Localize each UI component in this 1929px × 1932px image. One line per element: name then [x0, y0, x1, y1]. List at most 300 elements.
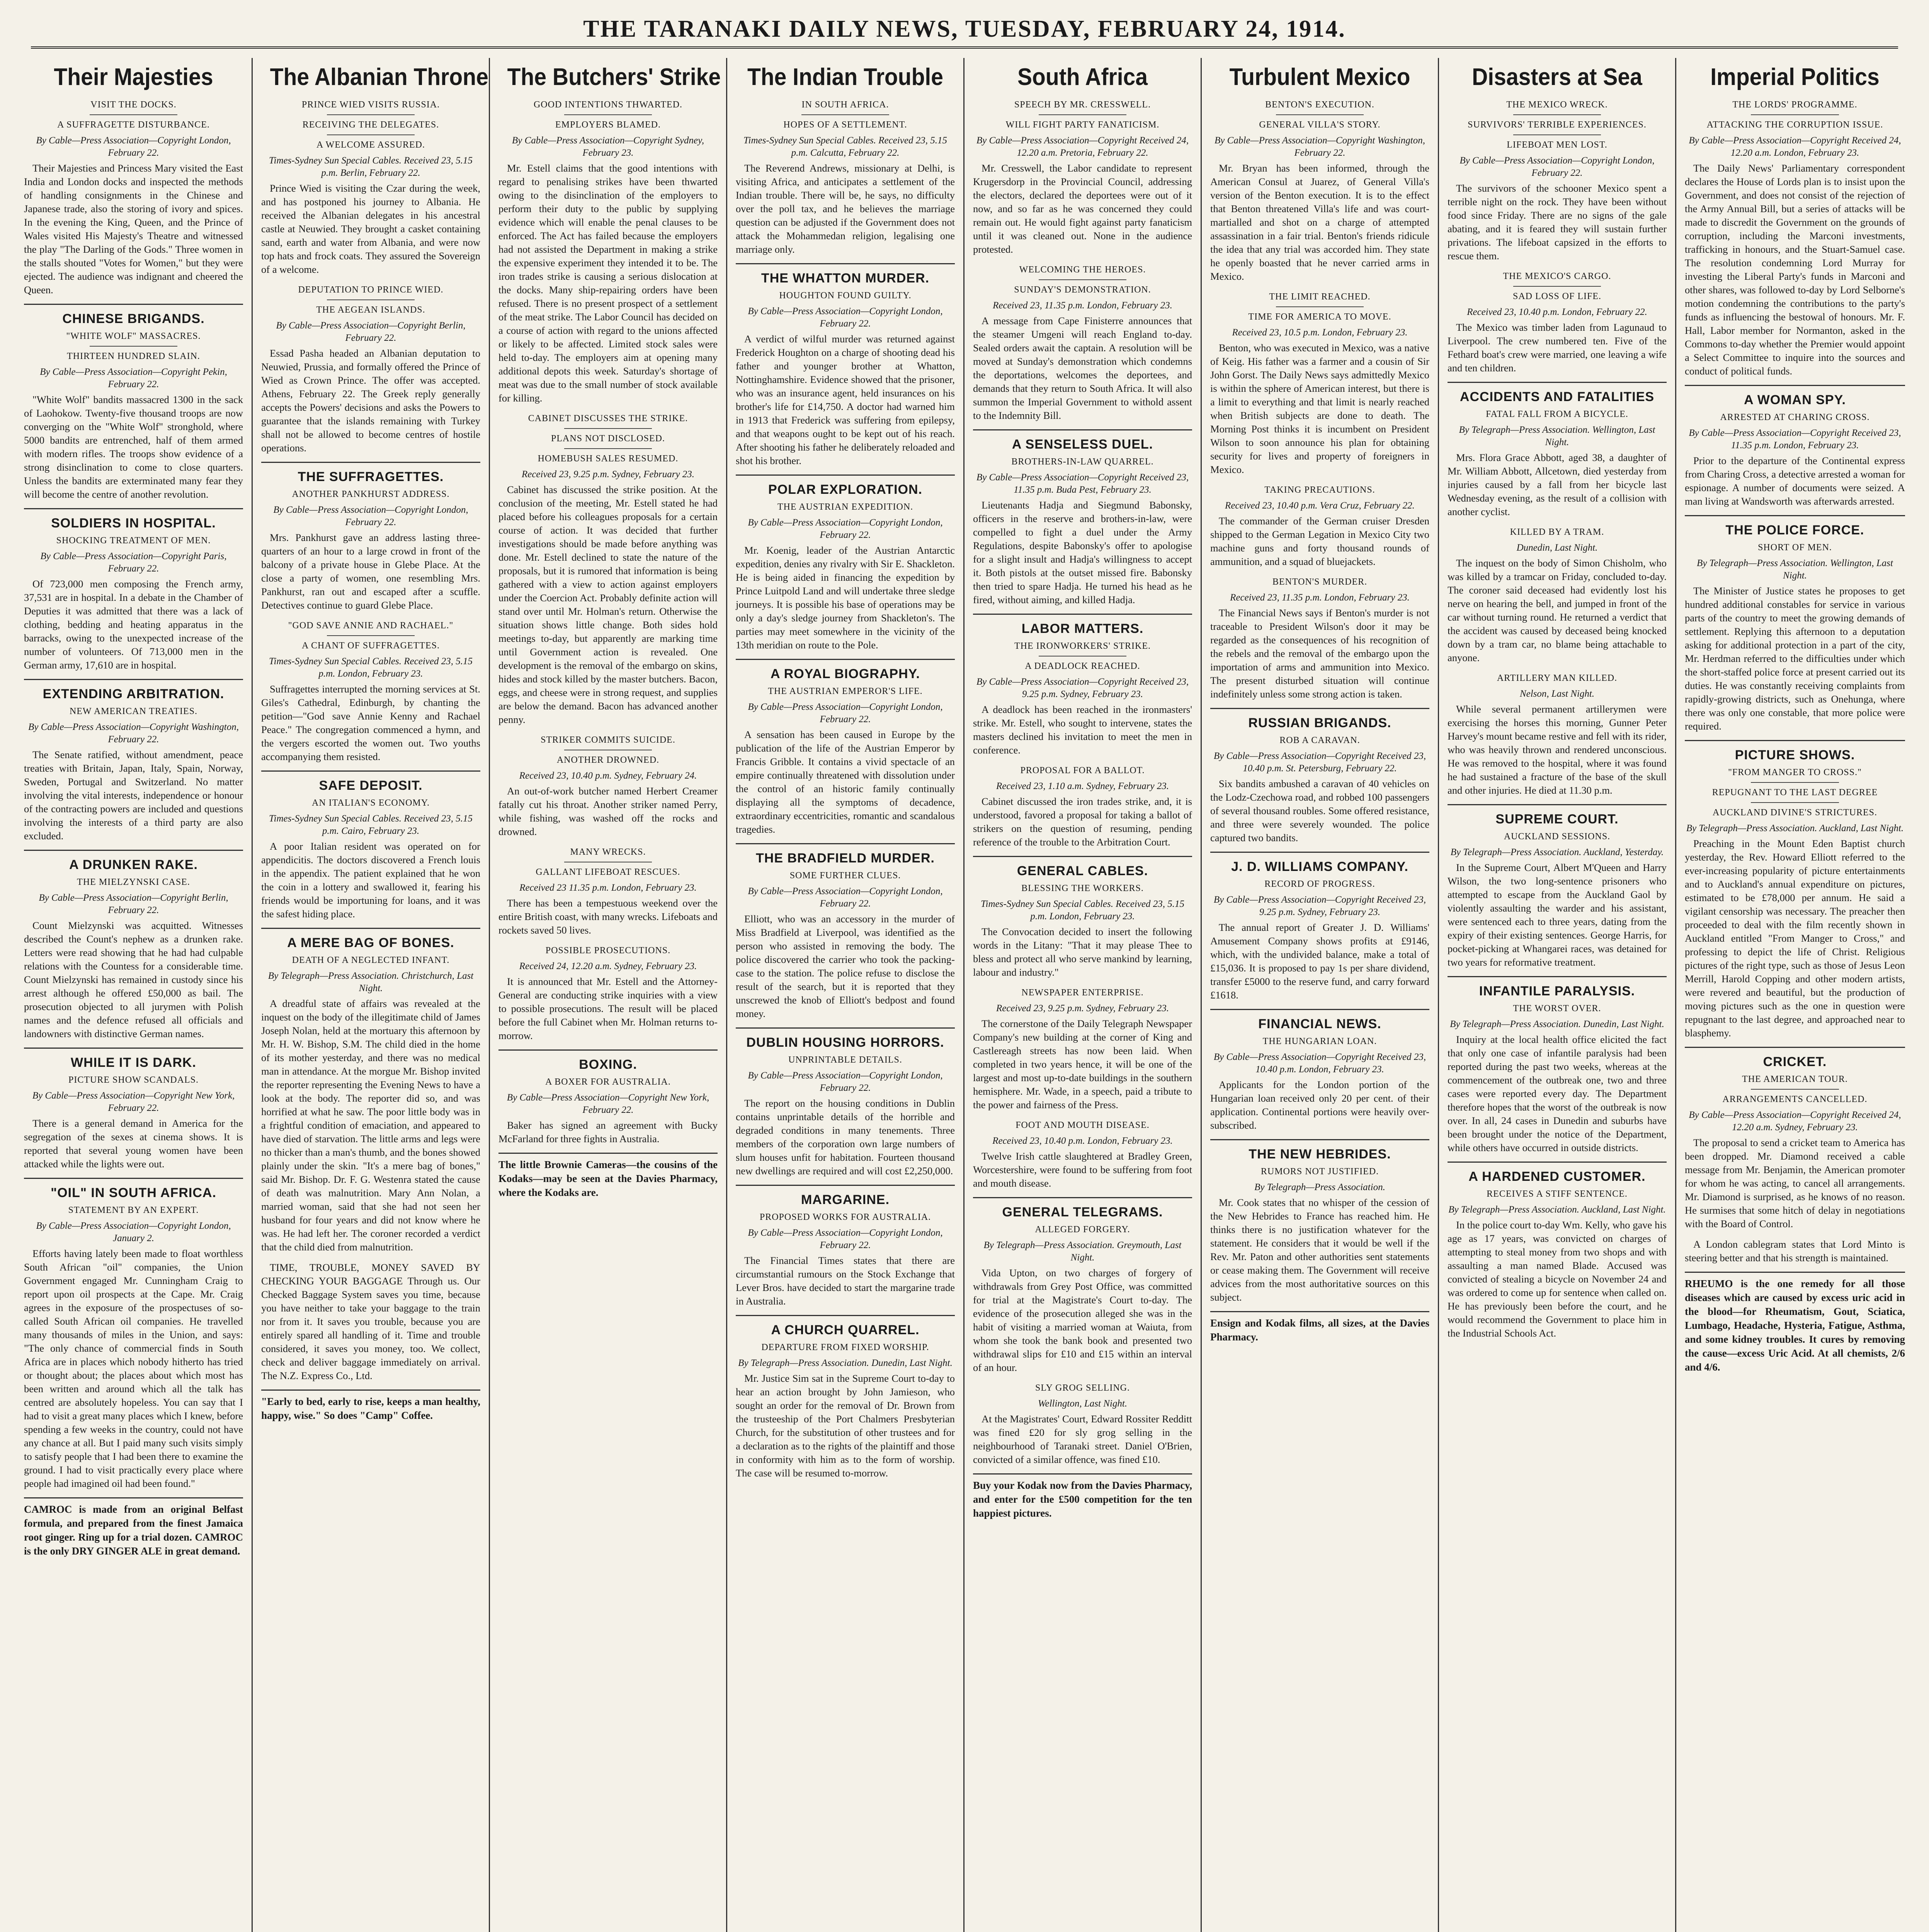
article-body: Cabinet discussed the iron trades strike, and, it is understood, favored a proposal for taking a ballot of strikers on the question of resuming, pending reference of the trouble to the Arbitration Court.	[973, 796, 1192, 848]
article-subheading: THIRTEEN HUNDRED SLAIN.	[67, 351, 200, 361]
article	[1685, 385, 1905, 508]
article	[24, 304, 243, 501]
article-body: Of 723,000 men composing the French army, 37,531 are in hospital. In a debate in the Chamber of Deputies it was admitted that there was a lack of clothing, bedding and heating apparatus in the barracks, owing to the unexpected increase of the number of volunteers. Of 713,000 men in the German army, 17,610 are in hospital.	[24, 578, 243, 671]
article	[1210, 708, 1429, 845]
article-body: Suffragettes interrupted the morning services at St. Giles's Cathedral, Edinburgh, by chanting the petition—"God save Annie Kenny and Rachael Peace." The congregation commenced a hymn, and the vergers escorted the women out. Two youths accompanying them resisted.	[261, 683, 480, 762]
advertisement	[261, 1389, 480, 1422]
article-body: Inquiry at the local health office elicited the fact that only one case of infantile paralysis had been reported during the past two weeks, whereas at the commencement of the outbreak one, two and three cases were reported every day. The Department therefore hopes that the worst of the outbreak is now over. In all, 24 cases in Dunedin and suburbs have been brought under the notice of the Department, while others have occurred in outside districts.	[1448, 1034, 1667, 1153]
article-body: Essad Pasha headed an Albanian deputation to Neuwied, Prussia, and formally offered the Prince of Wied as Crown Prince. The offer was accepted. Athens, February 22. The Greek reply generally accepts the Powers' decisions and asks the Powers to guarantee that the islands remaining with Turkey shall not be allowed to become centres of hostile operations.	[261, 347, 480, 454]
article	[973, 1197, 1192, 1374]
article-subheading: THE IRONWORKERS' STRIKE.	[1014, 641, 1151, 651]
article-subheading: TIME FOR AMERICA TO MOVE.	[1248, 312, 1391, 322]
article-subheading: SHOCKING TREATMENT OF MEN.	[56, 536, 211, 546]
article-headline: CHINESE BRIGANDS.	[24, 304, 243, 327]
article-subheading: A BOXER FOR AUSTRALIA.	[545, 1077, 671, 1087]
article	[973, 429, 1192, 607]
article-subheading: IN SOUTH AFRICA.	[801, 100, 889, 110]
article-subheading: THE MEXICO'S CARGO.	[1503, 271, 1611, 281]
article-headline: DUBLIN HOUSING HORRORS.	[736, 1027, 955, 1051]
article	[498, 845, 718, 937]
divider-rule	[801, 114, 889, 115]
article	[1210, 290, 1429, 476]
article-dateline: By Cable—Press Association—Copyright London, February 22.	[748, 702, 943, 724]
article-body: In the police court to-day Wm. Kelly, who gave his age as 17 years, was convicted on charges of attempting to steal money from two shops and with assaulting a man named Blade. Accused was convicted of stealing a bicycle on November 24 and was ordered to come up for sentence when called on. He has previously been before the court, and he would recommend the Government to place him in the Industrial Schools Act.	[1448, 1219, 1667, 1339]
article-subheading: "WHITE WOLF" MASSACRES.	[66, 331, 201, 341]
advertisement	[973, 1473, 1192, 1520]
column-title: Turbulent Mexico	[1229, 64, 1410, 90]
article-dateline: By Cable—Press Association—Copyright London, February 22.	[273, 505, 468, 527]
article	[736, 843, 955, 1020]
article	[1448, 526, 1667, 665]
article	[1210, 852, 1429, 1002]
article-subheading: GENERAL VILLA'S STORY.	[1259, 120, 1381, 130]
article-subheading: THE AEGEAN ISLANDS.	[316, 305, 425, 315]
article-dateline: By Cable—Press Association—Copyright London, February 22.	[748, 306, 943, 329]
divider-rule	[1276, 114, 1364, 115]
article	[1448, 270, 1667, 375]
article-subheading: BROTHERS-IN-LAW QUARREL.	[1011, 457, 1154, 467]
article-subheading: REPUGNANT TO THE LAST DEGREE	[1712, 787, 1878, 798]
article-subheading: NEW AMERICAN TREATIES.	[69, 706, 198, 716]
article-subheading: PROPOSAL FOR A BALLOT.	[1020, 765, 1145, 776]
article-subheading: ROB A CARAVAN.	[1279, 735, 1360, 745]
article-dateline: By Cable—Press Association—Copyright Received 23, 11.35 p.m. Buda Pest, February 23.	[976, 472, 1189, 495]
article-subheading: HOUGHTON FOUND GUILTY.	[779, 291, 912, 301]
article	[736, 1027, 955, 1178]
article-subheading: WILL FIGHT PARTY FANATICISM.	[1005, 120, 1160, 130]
article-headline: POLAR EXPLORATION.	[736, 474, 955, 498]
article-subheading: THE HUNGARIAN LOAN.	[1262, 1036, 1377, 1046]
article-dateline: By Cable—Press Association—Copyright Received 23, 9.25 p.m. Sydney, February 23.	[1213, 895, 1426, 917]
article-headline: WHILE IT IS DARK.	[24, 1048, 243, 1071]
article-dateline: By Cable—Press Association—Copyright London, February 22.	[748, 1070, 943, 1093]
article-body: Mrs. Pankhurst gave an address lasting three-quarters of an hour to a large crowd in front of the balcony of a private house in Glebe Place. At the close a party of women, one resembling Mrs. Pankhurst, ran out and escaped after a scuffle. Detectives continue to guard Glebe Place.	[261, 532, 480, 611]
article-body: The report on the housing conditions in Dublin contains unprintable details of the horrible and degraded conditions in many tenements. Three members of the corporation own large numbers of slum houses unfit for habitation. Fourteen thousand new dwellings are required and will cost £2,250,000.	[736, 1097, 955, 1177]
article-body: Efforts having lately been made to float worthless South African "oil" companies, the Union Government engaged Mr. Cunningham Craig to report upon oil prospects at the Cape. Mr. Craig agrees in the exposure of the prospectuses of so-called South African oil companies. He travelled many thousands of miles in the Union, and says: "The only chance of commercial finds in South Africa are in places which nobody hitherto has tried or thought about; the places about which most has been written and around which all the talk has centred are absolutely hopeless. You can say that I had to visit a great many places which I knew, before spending a few weeks in the country, could not have any chance at all. But I paid many such visits simply to satisfy people that I had been there to examine the ground. I had to visit practically every place where people had imagined oil had been found."	[24, 1248, 243, 1489]
column	[490, 58, 727, 1932]
article-subheading: THE WORST OVER.	[1513, 1003, 1601, 1014]
article	[261, 98, 480, 276]
advertisement	[1685, 1272, 1905, 1374]
article-subheading: SUNDAY'S DEMONSTRATION.	[1014, 285, 1151, 295]
article-dateline: By Telegraph—Press Association. Wellington, Last Night.	[1459, 425, 1655, 447]
article-body: The Financial News says if Benton's murder is not traceable to President Wilson's door it may be regarded as the consequences of his recognition of the rebels and the removal of the embargo upon the importation of arms and ammunition into Mexico. The present disturbed situation will continue indefinitely unless some strong action is taken.	[1210, 607, 1429, 700]
article-subheading: ANOTHER PANKHURST ADDRESS.	[292, 489, 450, 499]
divider-rule	[1751, 1089, 1839, 1090]
column-title: Imperial Politics	[1710, 64, 1880, 90]
article-dateline: Nelson, Last Night.	[1519, 689, 1595, 699]
article-dateline: By Cable—Press Association—Copyright London, January 2.	[36, 1221, 231, 1243]
article-subheading: SPEECH BY MR. CRESSWELL.	[1014, 100, 1151, 110]
article-dateline: Received 23, 11.35 p.m. London, February 23.	[993, 300, 1172, 311]
article-dateline: Received 23, 10.5 p.m. London, February 23.	[1232, 327, 1408, 338]
article-dateline: Received 23 11.35 p.m. London, February 23.	[519, 883, 697, 893]
article-body: There is a general demand in America for the segregation of the sexes at cinema shows. It is reported that several young women have been attacked while the lights were out.	[24, 1117, 243, 1170]
article-dateline: By Telegraph—Press Association.	[1254, 1182, 1385, 1192]
article	[1685, 1238, 1905, 1265]
article-headline: LABOR MATTERS.	[973, 614, 1192, 637]
article-body: A deadlock has been reached in the ironmasters' strike. Mr. Estell, who sought to intervene, states the masters declined his invitation to meet the men in conference.	[973, 704, 1192, 756]
article-headline: MARGARINE.	[736, 1185, 955, 1208]
article-dateline: By Cable—Press Association—Copyright London, February 22.	[748, 886, 943, 909]
article-subheading: A SUFFRAGETTE DISTURBANCE.	[57, 120, 210, 130]
article-body: The annual report of Greater J. D. Williams' Amusement Company shows profits at £9146, which, with the undivided balance, make a total of £15,036. It is proposed to pay 1s per share dividend, transfer £5000 to the reserve fund, and carry forward £1618.	[1210, 922, 1429, 1001]
article	[736, 98, 955, 256]
article-dateline: Received 23, 10.40 p.m. London, February 22.	[1467, 307, 1647, 317]
article-dateline: Received 23, 11.35 p.m. London, February 23.	[1230, 592, 1410, 603]
article-headline: BOXING.	[498, 1049, 718, 1073]
article-headline: THE POLICE FORCE.	[1685, 515, 1905, 539]
article	[1685, 740, 1905, 1040]
article-subheading: THE AUSTRIAN EXPEDITION.	[777, 502, 913, 512]
article	[261, 770, 480, 921]
article-subheading: PICTURE SHOW SCANDALS.	[68, 1075, 199, 1085]
article-body: In the Supreme Court, Albert M'Queen and Harry Wilson, the two long-sentence prisoners who attempted to escape from the Auckland Gaol by violently assaulting the warder and his assistant, were sentenced each to three years, dating from the expiry of their existing sentences. George Harris, for pocket-picking at Whangarei races, was detained for two years for reformative treatment.	[1448, 862, 1667, 968]
article-body: Applicants for the London portion of the Hungarian loan received only 20 per cent. of their application. Continental portions were heavily over-subscribed.	[1210, 1079, 1429, 1131]
article-body: A verdict of wilful murder was returned against Frederick Houghton on a charge of shooting dead his father and younger brother at Whatton, Nottinghamshire. Evidence showed that the prisoner, who was an insurance agent, held insurances on his brother's life for £14,750. A doctor had warned him in 1913 that Frederick was suffering from epilepsy, and that weapons ought to be kept out of his reach. After shooting his father he deliberately reloaded and shot his brother.	[736, 333, 955, 466]
article-body: A London cablegram states that Lord Minto is steering better and that his strength is maintained.	[1685, 1238, 1905, 1264]
article-subheading: "FROM MANGER TO CROSS."	[1728, 767, 1862, 777]
article-body: The inquest on the body of Simon Chisholm, who was killed by a tramcar on Friday, concluded to-day. The coroner said deceased had evidently lost his nerve on hearing the bell, and jumped in front of the car without turning round. He returned a verdict that the accident was caused by deceased being knocked down by a tram car, no blame being attachable to anyone.	[1448, 557, 1667, 663]
article-subheading: GALLANT LIFEBOAT RESCUES.	[536, 867, 680, 877]
article-dateline: Wellington, Last Night.	[1038, 1398, 1128, 1409]
article-dateline: By Cable—Press Association—Copyright Received 24, 12.20 a.m. London, February 23.	[1689, 135, 1901, 158]
article-headline: INFANTILE PARALYSIS.	[1448, 976, 1667, 1000]
article	[973, 1119, 1192, 1190]
article	[261, 462, 480, 612]
article-body: The cornerstone of the Daily Telegraph Newspaper Company's new building at the corner of King and Castlereagh streets has now been laid. When completed in two years hence, it will be one of the largest and most up-to-date buildings in the southern hemisphere. Mr. Wade, in a speech, paid a tribute to the power and fairness of the Press.	[973, 1018, 1192, 1111]
article	[1685, 1047, 1905, 1231]
advertisement	[498, 1153, 718, 1199]
divider-rule	[1276, 306, 1364, 307]
article-subheading: ARRANGEMENTS CANCELLED.	[1722, 1094, 1868, 1104]
advertisement	[24, 1497, 243, 1558]
article-body: Mr. Bryan has been informed, through the American Consul at Juarez, of General Villa's version of the Benton execution. It is to the effect that Benton threatened Villa's life and was court-martialled and shot on a charge of attempted assassination in a fair trial. Benton's friends ridicule the idea that any trial was accorded him. They state he openly boasted that he never carried arms in Mexico.	[1210, 162, 1429, 282]
article-subheading: RECEIVING THE DELEGATES.	[302, 120, 439, 130]
article	[24, 508, 243, 672]
divider-rule	[90, 346, 177, 347]
article-dateline: By Telegraph—Press Association. Greymouth, Last Night.	[983, 1240, 1182, 1263]
article-dateline: By Cable—Press Association—Copyright Berlin, February 22.	[276, 320, 466, 343]
article-subheading: AUCKLAND SESSIONS.	[1504, 832, 1611, 842]
article	[973, 764, 1192, 849]
article-subheading: PRINCE WIED VISITS RUSSIA.	[301, 100, 440, 110]
article-body: Lieutenants Hadja and Siegmund Babonsky, officers in the reserve and brothers-in-law, were compelled to fight a duel under the Army Regulations, despite Babonsky's offer to apologise for a slight insult and Hadja's willingness to accept it. Both pistols at the outset missed fire. Babonsky then tried to spare Hadja. He turned his head as he fired, without aiming, and killed Hadja.	[973, 499, 1192, 605]
article-body: The Financial Times states that there are circumstantial rumours on the Stock Exchange that Lever Bros. have decided to start the margarine trade in Australia.	[736, 1255, 955, 1307]
article-subheading: SURVIVORS' TERRIBLE EXPERIENCES.	[1468, 120, 1647, 130]
article-dateline: Times-Sydney Sun Special Cables. Received 23, 5.15 p.m. London, February 23.	[981, 899, 1184, 922]
article-body: The commander of the German cruiser Dresden shipped to the German Legation in Mexico City two machine guns and forty thousand rounds of ammunition, and a squad of bluejackets.	[1210, 515, 1429, 567]
article	[498, 944, 718, 1043]
article-subheading: SOME FURTHER CLUES.	[789, 871, 901, 881]
advertisement-text: Buy your Kodak now from the Davies Pharmacy, and enter for the £500 competition for the ten happiest pictures.	[973, 1473, 1192, 1520]
article-dateline: By Cable—Press Association—Copyright London, February 22.	[748, 1228, 943, 1250]
article-headline: A WOMAN SPY.	[1685, 385, 1905, 408]
article-subheading: A DEADLOCK REACHED.	[1025, 661, 1140, 671]
divider-rule	[564, 428, 652, 429]
article	[736, 659, 955, 836]
column-title: South Africa	[1017, 64, 1148, 90]
article-subheading: TAKING PRECAUTIONS.	[1264, 485, 1375, 495]
article-dateline: By Cable—Press Association—Copyright Received 23, 9.25 p.m. Sydney, February 23.	[976, 677, 1189, 699]
article	[1448, 672, 1667, 797]
article-body: Their Majesties and Princess Mary visited the East India and London docks and inspected the methods of handling consignments in the Chinese and Japanese trade, also the storing of ivory and spices. In the evening the King, Queen, and the Prince of Wales visited His Majesty's Theatre and witnessed the play "The Darling of the Gods." Three women in the stalls shouted "Votes for Women," but they were ejected. The audience was indignant and cheered the Queen.	[24, 162, 243, 296]
article-dateline: Received 23, 9.25 p.m. Sydney, February 23.	[996, 1003, 1169, 1014]
article-subheading: A CHANT OF SUFFRAGETTES.	[302, 641, 440, 651]
advertisement-text: The little Brownie Cameras—the cousins of the Kodaks—may be seen at the Davies Pharmacy, where the Kodaks are.	[498, 1153, 718, 1199]
article-body: The Daily News' Parliamentary correspondent declares the House of Lords plan is to insist upon the Government, and does not consist of the rejection of the Army Annual Bill, but a series of attacks will be made to discredit the Government on the grounds of corruption, including the Marconi investments, trafficking in honours, and the Stuart-Samuel case. The resolution condemning Lord Murray for investing the Liberal Party's funds in Marconi and other shares, was followed to-day by Lord Selborne's motion condemning the contributions to the party's funds as influencing the bestowal of honours. Mr. F. Hall, Labor member for Normanton, asked in the Commons to-day whether the Premier would appoint a Select Committee to inquire into the sources and conduct of political funds.	[1685, 162, 1905, 377]
article-headline: THE BRADFIELD MURDER.	[736, 843, 955, 867]
article	[1448, 98, 1667, 263]
article-body: Mr. Koenig, leader of the Austrian Antarctic expedition, denies any rivalry with Sir E. Shackleton. He is being aided in financing the expedition by Prince Luitpold Land and will undertake three sledge journeys. It is possible his base of operations may be only a day's sledge journey from Shackleton's. The parties may meet somewhere in the vicinity of the 13th meridian on route to the Pole.	[736, 544, 955, 651]
article	[1448, 382, 1667, 519]
article-dateline: Received 23, 10.40 p.m. Sydney, February 24.	[519, 770, 697, 781]
article	[1210, 1009, 1429, 1132]
article	[24, 98, 243, 297]
column-title: The Albanian Throne	[270, 64, 488, 90]
article-dateline: By Cable—Press Association—Copyright Received 23, 10.40 p.m. London, February 23.	[1213, 1052, 1426, 1075]
article-subheading: SLY GROG SELLING.	[1035, 1383, 1130, 1393]
article-subheading: UNPRINTABLE DETAILS.	[788, 1055, 902, 1065]
article	[1210, 1139, 1429, 1304]
article-body: Vida Upton, on two charges of forgery of withdrawals from Grey Post Office, was committed for trial at the Magistrate's Court to-day. The evidence of the prosecution alleged she was in the habit of visiting a married woman at Waiuta, from whom she took the bank book and presented two withdrawal slips for £10 and £15 within an interval of an hour.	[973, 1267, 1192, 1373]
masthead: THE TARANAKI DAILY NEWS, TUESDAY, FEBRUARY 24, 1914.	[31, 12, 1898, 49]
article-body: The survivors of the schooner Mexico spent a terrible night on the rock. They have been without food since Friday. There are no signs of the gale abating, and it is feared they will sustain further privations. The lifeboat capsized in the efforts to rescue them.	[1448, 182, 1667, 262]
advertisement-text: "Early to bed, early to rise, keeps a man healthy, happy, wise." So does "Camp" Coffee.	[261, 1389, 480, 1422]
article	[1210, 483, 1429, 568]
article-body: Twelve Irish cattle slaughtered at Bradley Green, Worcestershire, were found to be suffering from foot and mouth disease.	[973, 1150, 1192, 1189]
article-subheading: STRIKER COMMITS SUICIDE.	[541, 735, 675, 745]
article-body: Cabinet has discussed the strike position. At the conclusion of the meeting, Mr. Estell stated he had placed before his colleagues proposals for a certain course of action. It was decided that further investigations should be made before anything was done. Mr. Estell declined to state the nature of the proposals, but it is rumored that information is being gathered with a view to action against employers under the Coercion Act. Probably definite action will stand over until Mr. Holman's return. Otherwise the situation shows little change. Both sides hold meetings to-day, but apparently are marking time until Government action is revealed. One development is the removal of the embargo on skins, hides and stock killed by the master butchers. Bacon, eggs, and cheese were in strong request, and supplies are below the demand. Bacon has advanced another penny.	[498, 484, 718, 725]
article-dateline: Received 23, 10.40 p.m. London, February 23.	[992, 1136, 1173, 1146]
article-body: Benton, who was executed in Mexico, was a native of Keig. His father was a farmer and a cousin of Sir John Gorst. The Daily News says admittedly Mexico is within the sphere of American interest, but there is a limit to everything and that limit is nearly reached when British subjects are done to death. The Morning Post thinks it is incumbent on President Wilson to soon announce his plan for obtaining security for lives and property of foreigners in Mexico.	[1210, 342, 1429, 475]
article-body: The Reverend Andrews, missionary at Delhi, is visiting Africa, and anticipates a settlement of the Indian trouble. There will be, he says, no difficulty over the poll tax, and he believes the marriage question can be adjusted if the Government does not attack the Mohammedan religion, legalising one marriage only.	[736, 162, 955, 255]
advertisement-text: Ensign and Kodak films, all sizes, at the Davies Pharmacy.	[1210, 1311, 1429, 1344]
article	[498, 412, 718, 726]
article-headline: J. D. WILLIAMS COMPANY.	[1210, 852, 1429, 875]
article-subheading: LIFEBOAT MEN LOST.	[1507, 140, 1608, 150]
article-subheading: AUCKLAND DIVINE'S STRICTURES.	[1713, 808, 1877, 818]
article-dateline: By Cable—Press Association—Copyright Received 24, 12.20 a.m. Sydney, February 23.	[1689, 1110, 1901, 1133]
column-title: The Butchers' Strike	[507, 64, 721, 90]
article-subheading: EMPLOYERS BLAMED.	[555, 120, 661, 130]
article-body: The proposal to send a cricket team to America has been dropped. Mr. Diamond received a cable message from Mr. Benjamin, the American promoter for whom he was acting, to cancel all arrangements. Mr. Diamond is surprised, as he knows of no reason. He surmises that some hitch of delay in negotiations with the Board of Control.	[1685, 1137, 1905, 1230]
article-body: Prior to the departure of the Continental express from Charing Cross, a detective arrested a woman for espionage. A number of documents were seized. A man living at Wandsworth was afterwards arrested.	[1685, 455, 1905, 507]
article-subheading: PROPOSED WORKS FOR AUSTRALIA.	[759, 1212, 931, 1222]
article-dateline: By Telegraph—Press Association. Auckland, Yesterday.	[1450, 847, 1664, 857]
article-body: A sensation has been caused in Europe by the publication of the life of the Austrian Emperor by Francis Gribble. It contains a vivid spectacle of an empire continually threatened with dissolution under the control of an historic family continually displaying all the symptoms of decadence, extraordinary eccentricities, romantic and scandalous tragedies.	[736, 729, 955, 835]
article-dateline: By Telegraph—Press Association. Auckland, Last Night.	[1448, 1204, 1666, 1215]
article-dateline: By Cable—Press Association—Copyright London, February 22.	[748, 517, 943, 540]
article-subheading: RECEIVES A STIFF SENTENCE.	[1487, 1189, 1628, 1199]
article-subheading: THE LORDS' PROGRAMME.	[1732, 100, 1858, 110]
article-body: The Convocation decided to insert the following words in the Litany: "That it may please Thee to bless and protect all who serve mankind by learning, labour and industry."	[973, 926, 1192, 978]
article-subheading: ATTACKING THE CORRUPTION ISSUE.	[1706, 120, 1883, 130]
article-dateline: By Telegraph—Press Association. Dunedin, Last Night.	[1450, 1019, 1664, 1029]
article-dateline: By Cable—Press Association—Copyright Sydney, February 23.	[512, 135, 704, 158]
article-dateline: By Telegraph—Press Association. Christchurch, Last Night.	[268, 971, 474, 993]
column	[964, 58, 1202, 1932]
article-subheading: MANY WRECKS.	[570, 847, 646, 857]
article-dateline: By Cable—Press Association—Copyright Berlin, February 22.	[39, 893, 228, 915]
article	[1448, 976, 1667, 1155]
article-subheading: THE MEXICO WRECK.	[1506, 100, 1608, 110]
article	[1210, 575, 1429, 701]
article-headline: A HARDENED CUSTOMER.	[1448, 1162, 1667, 1185]
article-dateline: By Cable—Press Association—Copyright Received 24, 12.20 a.m. Pretoria, February 22.	[976, 135, 1189, 158]
article-body: Preaching in the Mount Eden Baptist church yesterday, the Rev. Howard Elliott referred to the ever-increasing popularity of picture entertainments and to Auckland's annual expenditure on pictures, estimated to be £78,000 per annum. He said a vigilant censorship was necessary. The preacher then proceeded to deal with the film recently shown in Auckland entitled "From Manger to Cross," and professing to depict the life of Christ. Religious pictures of the right type, such as those of Jesus Leon Merrill, Harold Copping and other modern artists, were revered and beautiful, but the production of moving pictures such as the one in question were repugnant to the last degree, and approached near to blasphemy.	[1685, 838, 1905, 1039]
article	[24, 1178, 243, 1490]
article-subheading: DEPARTURE FROM FIXED WORSHIP.	[761, 1342, 929, 1352]
article	[736, 1315, 955, 1480]
column	[727, 58, 964, 1932]
article-subheading: RUMORS NOT JUSTIFIED.	[1260, 1167, 1379, 1177]
article-dateline: By Cable—Press Association—Copyright Received 23, 11.35 p.m. London, February 23.	[1689, 428, 1901, 451]
column	[1439, 58, 1676, 1932]
article	[24, 850, 243, 1041]
column	[253, 58, 490, 1932]
article	[973, 614, 1192, 757]
article-dateline: By Cable—Press Association—Copyright Paris, February 22.	[40, 551, 227, 574]
article-subheading: PLANS NOT DISCLOSED.	[551, 434, 665, 444]
article	[24, 679, 243, 843]
article	[498, 733, 718, 838]
article-headline: ACCIDENTS AND FATALITIES	[1448, 382, 1667, 405]
article-subheading: ALLEGED FORGERY.	[1035, 1225, 1130, 1235]
article-body: Prince Wied is visiting the Czar during the week, and has postponed his journey to Albania. He received the Albanian delegates in his ancestral castle at Neuwied. They brought a casket containing sand, earth and water from Albania, and were now top hats and frock coats. They assured the Sovereign of a welcome.	[261, 182, 480, 275]
article-subheading: SHORT OF MEN.	[1758, 543, 1832, 553]
article-dateline: By Telegraph—Press Association. Dunedin, Last Night.	[738, 1358, 953, 1368]
divider-rule	[1039, 114, 1126, 115]
article-dateline: Received 23, 1.10 a.m. Sydney, February 23.	[996, 781, 1169, 791]
article-body: TIME, TROUBLE, MONEY SAVED BY CHECKING YOUR BAGGAGE Through us. Our Checked Baggage System saves you time, because you have neither to take your baggage to the train nor from it. It saves you trouble, because you are entirely spared all handling of it. Time and trouble considered, it saves you money, too. We collect, check and deliver baggage immediately on arrival. The N.Z. Express Co., Ltd.	[261, 1262, 480, 1381]
article-headline: THE NEW HEBRIDES.	[1210, 1139, 1429, 1163]
column	[1202, 58, 1439, 1932]
article-subheading: BENTON'S EXECUTION.	[1265, 100, 1374, 110]
article-headline: A MERE BAG OF BONES.	[261, 928, 480, 951]
article-subheading: BLESSING THE WORKERS.	[1021, 883, 1144, 893]
article-subheading: DEPUTATION TO PRINCE WIED.	[298, 285, 444, 295]
article-headline: A CHURCH QUARREL.	[736, 1315, 955, 1338]
article-body: A dreadful state of affairs was revealed at the inquest on the body of the illegitimate child of James Joseph Nolan, held at the mortuary this afternoon by Mr. H. W. Bishop, S.M. The child died in the home of its mother yesterday, and there was no medical man in attendance. At the morgue Mr. Bishop invited the reporter representing the Evening News to have a look at the body. The reporter did so, and was horrified at what he saw. The poor little body was in a frightful condition of emaciation, and appeared to have died of starvation. The little arms and legs were no thicker than a man's thumb, and the bones showed plainly under the skin. "It's a mere bag of bones," said Mr. Bishop. Dr. F. G. Westenra stated the cause of death was malnutrition. Mary Ann Nolan, a married woman, said that she had not seen her husband for four years and did not know where he was. He had left her. The coroner recorded a verdict that the child died from malnutrition.	[261, 998, 480, 1253]
article-subheading: ANOTHER DROWNED.	[556, 755, 660, 765]
article-headline: THE WHATTON MURDER.	[736, 263, 955, 287]
article-headline: A ROYAL BIOGRAPHY.	[736, 659, 955, 682]
article-body: The Mexico was timber laden from Lagunaud to Liverpool. The crew numbered ten. Five of the Fethard boat's crew were married, one leaving a wife and ten children.	[1448, 321, 1667, 374]
article	[261, 928, 480, 1254]
advertisement-text: RHEUMO is the one remedy for all those diseases which are caused by excess uric acid in the blood—for Rheumatism, Gout, Sciatica, Lumbago, Headache, Hysteria, Fatigue, Asthma, and some kidney troubles. It cures by removing the cause—excess Uric Acid. At all chemists, 2/6 and 4/6.	[1685, 1272, 1905, 1374]
article-subheading: HOMEBUSH SALES RESUMED.	[538, 454, 679, 464]
article	[261, 619, 480, 764]
article-dateline: Times-Sydney Sun Special Cables. Received 23, 5.15 p.m. Calcutta, February 22.	[743, 135, 947, 158]
article	[973, 98, 1192, 256]
article	[1685, 515, 1905, 733]
article-headline: CRICKET.	[1685, 1047, 1905, 1070]
article-subheading: RECORD OF PROGRESS.	[1264, 879, 1375, 889]
divider-rule	[1751, 114, 1839, 115]
article-dateline: By Cable—Press Association—Copyright London, February 22.	[36, 135, 231, 158]
article-headline: A SENSELESS DUEL.	[973, 429, 1192, 453]
article-headline: SUPREME COURT.	[1448, 804, 1667, 828]
article-body: The Senate ratified, without amendment, peace treaties with Britain, Japan, Italy, Spain, Norway, Sweden, Portugal and Switzerland. No matter involving the vital interests, independence or honour of the contracting powers are included and questions involving the interests of a third party are also excluded.	[24, 749, 243, 842]
article-subheading: "GOD SAVE ANNIE AND RACHAEL."	[288, 621, 454, 631]
advertisement-text: CAMROC is made from an original Belfast formula, and prepared from the finest Jamaica root ginger. Ring up for a trial dozen. CAMROC is the only DRY GINGER ALE in great demand.	[24, 1497, 243, 1558]
article-dateline: By Cable—Press Association—Copyright Washington, February 22.	[1215, 135, 1425, 158]
article-headline: EXTENDING ARBITRATION.	[24, 679, 243, 702]
article-dateline: Received 23, 10.40 p.m. Vera Cruz, February 22.	[1225, 500, 1415, 511]
divider-rule	[1751, 782, 1839, 783]
advertisement	[1210, 1311, 1429, 1344]
article-subheading: THE AMERICAN TOUR.	[1742, 1074, 1848, 1084]
article-subheading: GOOD INTENTIONS THWARTED.	[533, 100, 683, 110]
article-subheading: DEATH OF A NEGLECTED INFANT.	[292, 955, 450, 965]
article	[1685, 98, 1905, 378]
article-subheading: HOPES OF A SETTLEMENT.	[783, 120, 907, 130]
article-subheading: A WELCOME ASSURED.	[316, 140, 425, 150]
article-subheading: POSSIBLE PROSECUTIONS.	[545, 946, 671, 956]
columns	[15, 58, 1914, 1932]
article-body: A message from Cape Finisterre announces that the steamer Umgeni will reach England to-day. Sealed orders await the captain. A resolution will be moved at Sunday's demonstration which condemns the deportations, welcomes the deportees, and demands that they return to South Africa. It will also summon the Imperial Government to withold assent to the Indemnity Bill.	[973, 315, 1192, 421]
article-body: It is announced that Mr. Estell and the Attorney-General are conducting strike inquiries with a view to possible prosecutions. The result will be placed before the full Cabinet when Mr. Holman returns to-morrow.	[498, 976, 718, 1041]
article	[498, 98, 718, 405]
article-dateline: Received 24, 12.20 a.m. Sydney, February 23.	[519, 961, 697, 971]
article-body: Mr. Cook states that no whisper of the cession of the New Hebrides to France has reached him. He thinks there is no justification whatever for the statement. He considers that it would be well if the Rev. Mr. Paton and other authorities sent statements or cease making them. The Government will receive advices from the most authoritative sources on this subject.	[1210, 1197, 1429, 1303]
column-title: The Indian Trouble	[747, 64, 944, 90]
divider-rule	[327, 299, 415, 300]
article-body: A poor Italian resident was operated on for appendicitis. The doctors discovered a French louis in the appendix. The patient explained that he won the coin in a lottery and swallowed it, fearing his friends would be importuning for loans, and it was the safest hiding place.	[261, 840, 480, 920]
article	[973, 263, 1192, 422]
article-headline: THE SUFFRAGETTES.	[261, 462, 480, 485]
article-subheading: THE LIMIT REACHED.	[1269, 292, 1371, 302]
article-subheading: THE AUSTRIAN EMPEROR'S LIFE.	[768, 686, 923, 696]
article	[736, 263, 955, 468]
article-dateline: By Telegraph—Press Association. Wellington, Last Night.	[1697, 558, 1893, 581]
article-body: The Minister of Justice states he proposes to get hundred additional constables for service in various parts of the country to meet the growing demands of settlement. Replying this afternoon to a deputation asking for additional protection in a part of the city, Mr. Herdman referred to the difficulties under which the short-staffed police force at present carried out its duties. He was constantly receiving complaints from rapidly-growing districts, such as Onehunga, where there was only one constable, that more police were required.	[1685, 585, 1905, 732]
article-dateline: Times-Sydney Sun Special Cables. Received 23, 5.15 p.m. Berlin, February 22.	[269, 155, 473, 178]
article-body: There has been a tempestuous weekend over the entire British coast, with many wrecks. Lifeboats and rockets saved 50 lives.	[498, 897, 718, 936]
divider-rule	[564, 114, 652, 115]
article-subheading: SAD LOSS OF LIFE.	[1512, 291, 1602, 301]
article-headline: SOLDIERS IN HOSPITAL.	[24, 508, 243, 532]
article-body: Mr. Estell claims that the good intentions with regard to penalising strikes have been thwarted owing to the disinclination of the employers to perform their duty to the public by supplying evidence which will enable the penal clauses to be enforced. The Act has failed because the employers had not assisted the Department in making a strike the expensive experiment they intended it to be. The iron trades strike is causing a serious dislocation at the docks. Many ship-repairing orders have been refused. There is no present prospect of a settlement of the meat strike. The Labor Council has decided on a course of action with regard to the unions affected or likely to be affected. Limited stock sales were held to-day. The employers aim at opening many additional depots this week. Saturday's shortage of meat was due to the small number of stock available for killing.	[498, 162, 718, 404]
article	[736, 1185, 955, 1308]
article-subheading: FATAL FALL FROM A BICYCLE.	[1486, 409, 1628, 419]
divider-rule	[327, 114, 415, 115]
article-dateline: By Telegraph—Press Association. Auckland, Last Night.	[1686, 823, 1904, 833]
article	[261, 1261, 480, 1383]
article-body: An out-of-work butcher named Herbert Creamer fatally cut his throat. Another striker named Perry, while fishing, was washed off the rocks and drowned.	[498, 785, 718, 837]
article-dateline: Dunedin, Last Night.	[1516, 543, 1598, 553]
article-subheading: CABINET DISCUSSES THE STRIKE.	[528, 413, 688, 423]
article-subheading: WELCOMING THE HEROES.	[1019, 265, 1146, 275]
article-headline: GENERAL CABLES.	[973, 856, 1192, 879]
article-subheading: KILLED BY A TRAM.	[1510, 527, 1604, 537]
article-headline: "OIL" IN SOUTH AFRICA.	[24, 1178, 243, 1201]
article-dateline: By Cable—Press Association—Copyright New York, February 22.	[32, 1090, 235, 1113]
article-dateline: By Cable—Press Association—Copyright London, February 22.	[1460, 155, 1655, 178]
article	[973, 856, 1192, 979]
article-body: Elliott, who was an accessory in the murder of Miss Bradfield at Liverpool, was identified as the person who assisted in removing the body. The police discovered the carrier who took the packing-case to the station. The police refuse to disclose the result of the search, but it is reported that they unscrewed the knob of Elliott's bedpost and found money.	[736, 913, 955, 1019]
article-dateline: Times-Sydney Sun Special Cables. Received 23, 5.15 p.m. London, February 23.	[269, 656, 473, 679]
article-subheading: AN ITALIAN'S ECONOMY.	[312, 798, 430, 808]
article-subheading: FOOT AND MOUTH DISEASE.	[1016, 1120, 1150, 1130]
article-headline: GENERAL TELEGRAMS.	[973, 1197, 1192, 1221]
article-dateline: Received 23, 9.25 p.m. Sydney, February 23.	[521, 469, 695, 480]
article-body: Mr. Justice Sim sat in the Supreme Court to-day to hear an action brought by John Jamieson, who sought an order for the removal of Dr. Brown from the trusteeship of the Port Chalmers Presbyterian Church, for the substitution of other trustees and for a declaration as to the rights of the plaintiff and those in conformity with him as to the form of worship. The case will be resumed to-morrow.	[736, 1372, 955, 1479]
article-dateline: By Cable—Press Association—Copyright Pekin, February 22.	[40, 367, 227, 389]
column-title: Disasters at Sea	[1472, 64, 1642, 90]
article-headline: PICTURE SHOWS.	[1685, 740, 1905, 764]
